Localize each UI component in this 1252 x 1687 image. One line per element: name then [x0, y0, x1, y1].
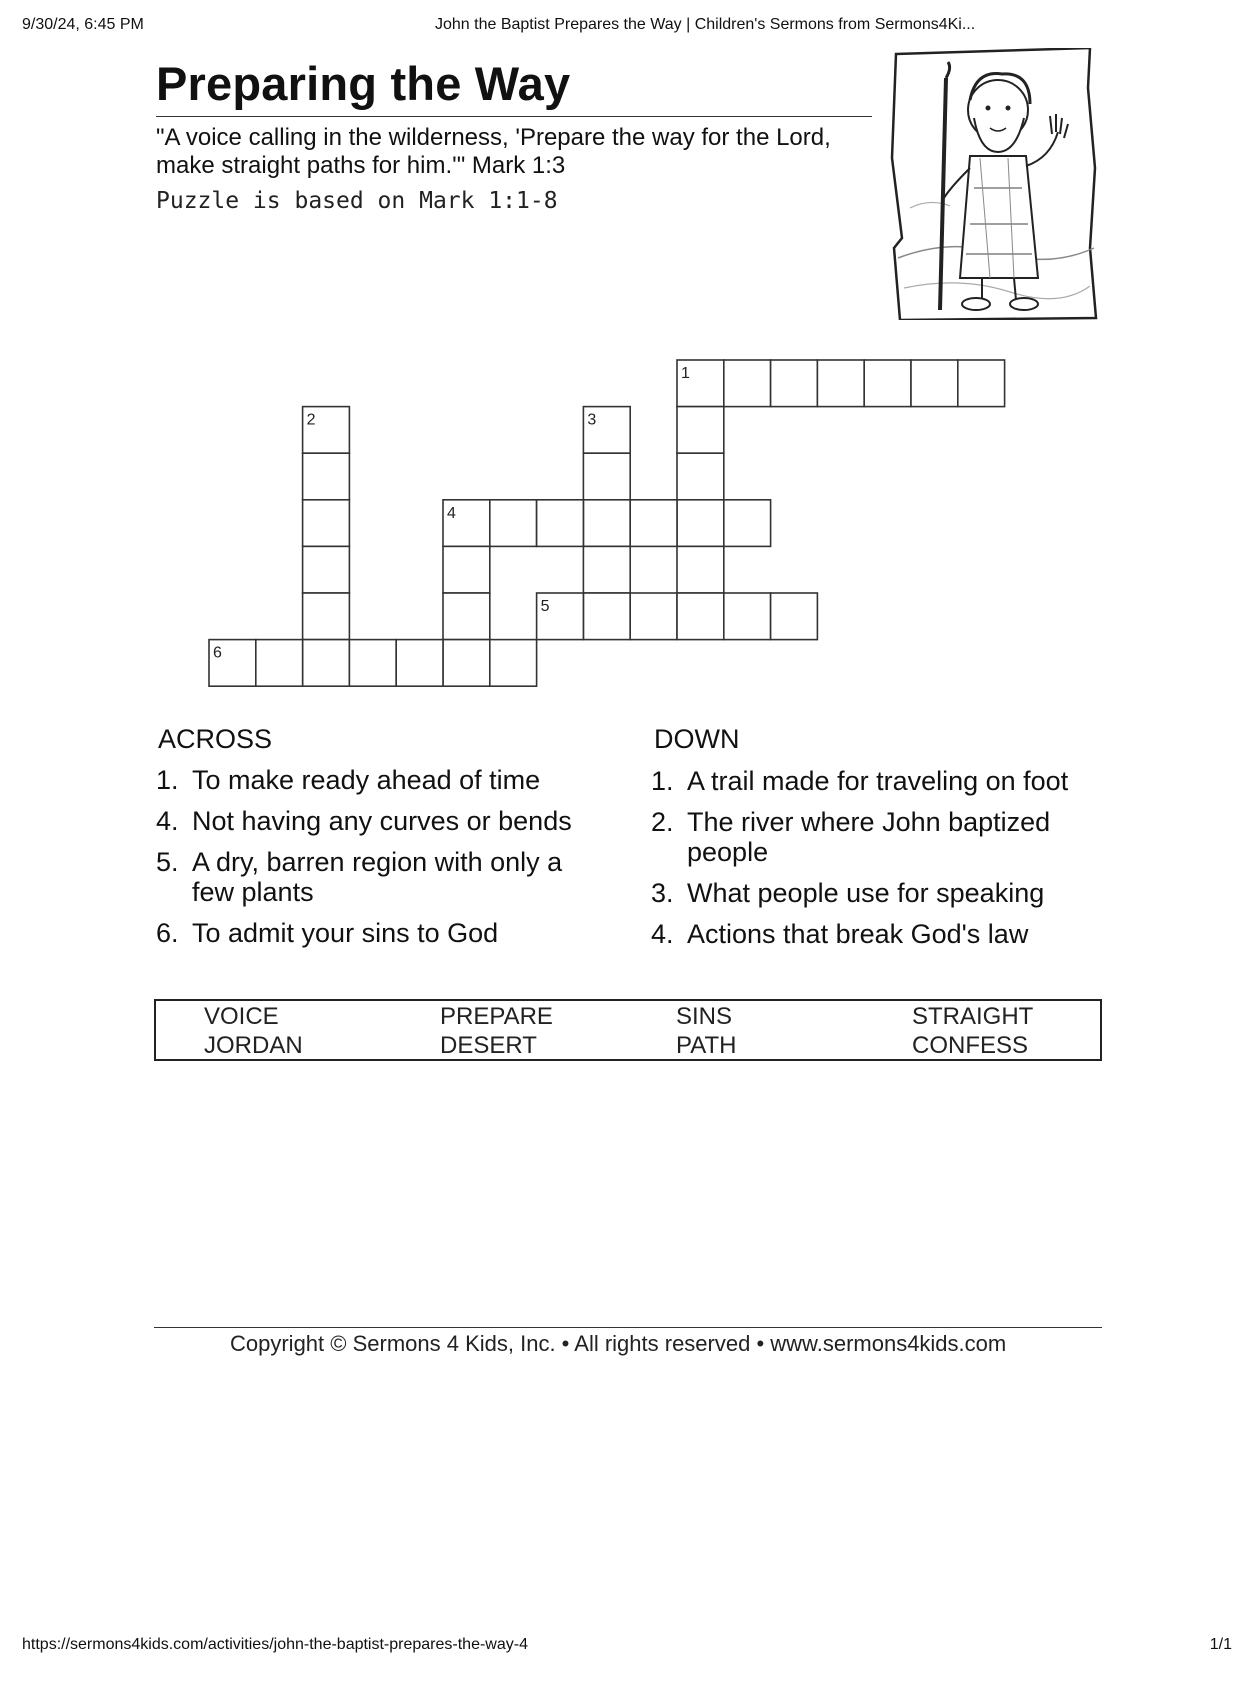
crossword-cell[interactable]: [864, 360, 911, 407]
crossword-cell[interactable]: [583, 500, 630, 547]
verse-line-1: "A voice calling in the wilderness, 'Prepare the way for the Lord,: [156, 124, 831, 151]
clue-number: 6: [213, 644, 222, 662]
across-heading: ACROSS: [158, 724, 273, 754]
clue-number: 4: [447, 504, 456, 522]
down-clue-3: 3. What people use for speaking: [651, 878, 1045, 908]
crossword-cell[interactable]: [771, 593, 818, 640]
across-clue-4: 4. Not having any curves or bends: [156, 806, 572, 836]
crossword-cell[interactable]: [583, 593, 630, 640]
crossword-cell[interactable]: [396, 640, 443, 687]
crossword-cell[interactable]: [724, 593, 771, 640]
word-bank: [154, 999, 1102, 1061]
crossword-cell[interactable]: [490, 640, 537, 687]
word-bank-item: PREPARE: [440, 1003, 553, 1030]
word-bank-item: JORDAN: [204, 1032, 303, 1059]
puzzle-basis: Puzzle is based on Mark 1:1-8: [156, 188, 558, 214]
clue-number: 5: [540, 598, 550, 615]
crossword-grid: [0, 0, 1252, 720]
word-bank-item: PATH: [676, 1032, 737, 1059]
crossword-cell[interactable]: [303, 453, 350, 500]
copyright-divider: [154, 1327, 1102, 1328]
worksheet-title: Preparing the Way: [156, 57, 571, 110]
crossword-cell[interactable]: [630, 500, 677, 547]
crossword-cell[interactable]: [911, 360, 958, 407]
word-bank-item: CONFESS: [912, 1032, 1029, 1059]
crossword-cell[interactable]: [677, 407, 724, 454]
crossword-cell[interactable]: [817, 360, 864, 407]
across-clue-6: 6. To admit your sins to God: [156, 918, 499, 948]
crossword-cell[interactable]: [443, 640, 490, 687]
crossword-cell[interactable]: [677, 453, 724, 500]
crossword-cell[interactable]: [537, 500, 584, 547]
across-clue-5: 5. A dry, barren region with only a few plants: [156, 847, 563, 907]
down-heading: DOWN: [654, 724, 740, 754]
crossword-cell[interactable]: [771, 360, 818, 407]
crossword-cell[interactable]: [724, 500, 771, 547]
crossword-cell[interactable]: [958, 360, 1005, 407]
crossword-cell[interactable]: [303, 640, 350, 687]
crossword-cell[interactable]: [303, 546, 350, 593]
down-clue-2: 2. The river where John baptized people: [651, 807, 1051, 867]
crossword-cell[interactable]: [490, 500, 537, 547]
down-clues: [651, 766, 1121, 960]
crossword-cell[interactable]: [724, 360, 771, 407]
crossword-cell[interactable]: [630, 593, 677, 640]
print-page-title: John the Baptist Prepares the Way | Children's Sermons from Sermons4Ki...: [435, 16, 976, 33]
across-clues: [156, 765, 606, 959]
down-clue-1: 1. A trail made for traveling on foot: [651, 766, 1069, 796]
crossword-cell[interactable]: [443, 593, 490, 640]
word-bank-item: SINS: [676, 1003, 733, 1030]
crossword-cell[interactable]: [677, 546, 724, 593]
copyright-notice: Copyright © Sermons 4 Kids, Inc. • All rights reserved • www.sermons4kids.com: [230, 1331, 1007, 1356]
clue-number: 2: [306, 411, 316, 429]
crossword-cell[interactable]: [677, 593, 724, 640]
print-date: 9/30/24, 6:45 PM: [22, 16, 144, 33]
clue-number: 3: [587, 411, 597, 429]
crossword-cell[interactable]: [349, 640, 396, 687]
clue-number: 1: [681, 365, 690, 382]
print-page-number: 1/1: [1209, 1636, 1232, 1653]
crossword-cell[interactable]: [677, 500, 724, 547]
crossword-cell[interactable]: [256, 640, 303, 687]
word-bank-item: VOICE: [204, 1003, 279, 1030]
crossword-cell[interactable]: [583, 453, 630, 500]
word-bank-item: DESERT: [440, 1032, 537, 1059]
crossword-cell[interactable]: [583, 546, 630, 593]
crossword-cell[interactable]: [443, 546, 490, 593]
across-clue-1: 1. To make ready ahead of time: [156, 765, 541, 795]
crossword-cell[interactable]: [303, 500, 350, 547]
crossword-cell[interactable]: [303, 593, 350, 640]
down-clue-4: 4. Actions that break God's law: [651, 919, 1029, 949]
word-bank-item: STRAIGHT: [912, 1003, 1034, 1030]
print-url: https://sermons4kids.com/activities/john-the-baptist-prepares-the-way-4: [22, 1636, 528, 1653]
verse-line-2: make straight paths for him.'" Mark 1:3: [156, 152, 566, 179]
